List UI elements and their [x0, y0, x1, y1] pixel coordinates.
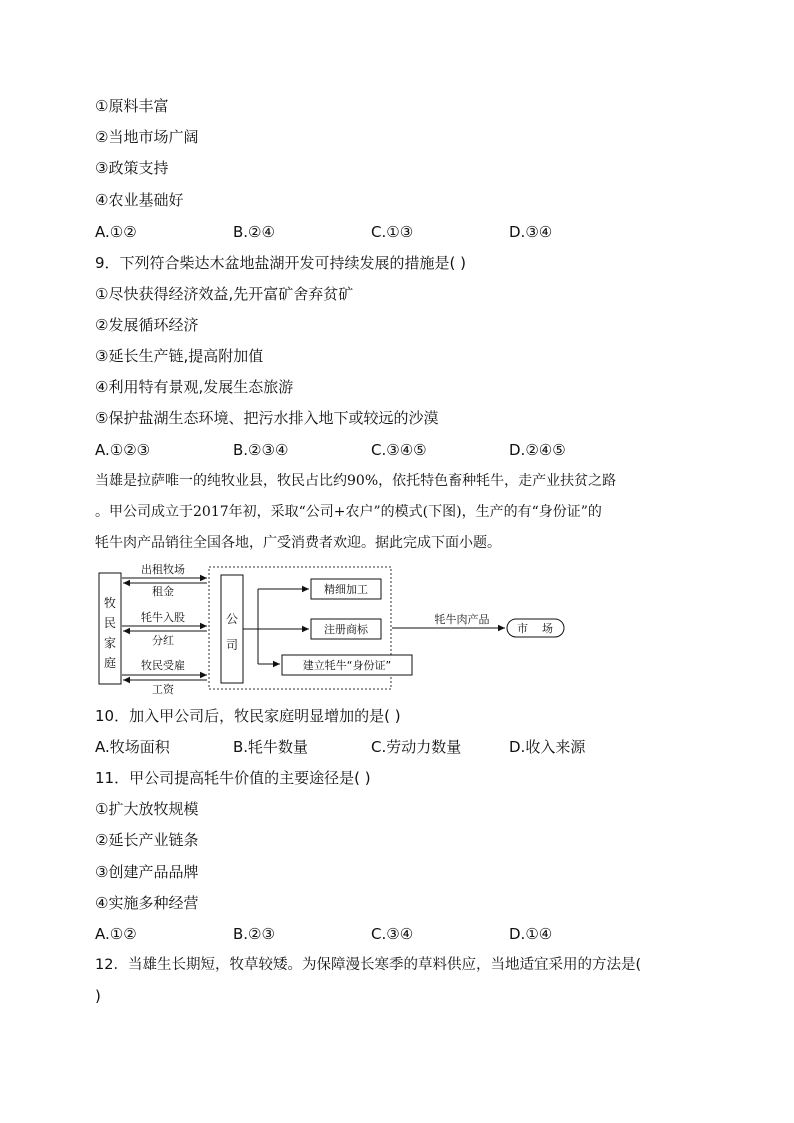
intro-line-1: 当雄是拉萨唯一的纯牧业县，牧民占比约90%，依托特色畜种牦牛，走产业扶贫之路 — [95, 473, 617, 489]
intro-line-2: 。甲公司成立于2017年初，采取“公司+农户”的模式(下图)，生产的有“身份证”的 — [95, 504, 602, 520]
q8-option-b: B.②④ — [233, 223, 275, 241]
q10-option-d: D.收入来源 — [509, 738, 586, 756]
q9-item-5: ⑤保护盐湖生态环境、把污水排入地下或较远的沙漠 — [95, 409, 439, 427]
q9-question: 9．下列符合柴达木盆地盐湖开发可持续发展的措施是( ) — [95, 254, 467, 272]
q11-option-c: C.③④ — [371, 925, 414, 943]
q11-item-3: ③创建产品品牌 — [95, 863, 199, 881]
q9-item-3: ③延长生产链,提高附加值 — [95, 347, 264, 365]
q10-option-a: A.牧场面积 — [95, 738, 170, 756]
q8-item-3: ③政策支持 — [95, 159, 169, 177]
flow-wage-label: 工资 — [152, 683, 174, 695]
q11-item-1: ①扩大放牧规模 — [95, 800, 199, 818]
q11-option-b: B.②③ — [233, 925, 275, 943]
company-farmer-diagram — [95, 563, 600, 695]
herder-char-2: 民 — [103, 616, 117, 630]
q12-question-cont: ) — [95, 987, 101, 1005]
measure-processing-label: 精细加工 — [324, 583, 368, 596]
q11-item-4: ④实施多种经营 — [95, 894, 199, 912]
company-char-2: 司 — [225, 638, 239, 652]
intro-line-3: 牦牛肉产品销往全国各地，广受消费者欢迎。据此完成下面小题。 — [95, 535, 501, 551]
q10-option-c: C.劳动力数量 — [371, 738, 462, 756]
herder-char-4: 庭 — [103, 656, 117, 670]
herder-char-3: 家 — [103, 636, 117, 650]
flow-yak-share-label: 牦牛入股 — [141, 611, 185, 624]
flow-rent-label: 租金 — [152, 585, 174, 598]
company-box — [221, 575, 243, 683]
q9-item-4: ④利用特有景观,发展生态旅游 — [95, 378, 294, 396]
q10-question: 10．加入甲公司后，牧民家庭明显增加的是( ) — [95, 707, 401, 725]
flow-dividend-label: 分红 — [152, 634, 174, 647]
q11-question: 11．甲公司提高牦牛价值的主要途径是( ) — [95, 769, 371, 787]
q8-item-2: ②当地市场广阔 — [95, 128, 199, 146]
q10-option-b: B.牦牛数量 — [233, 738, 309, 756]
q9-option-c: C.③④⑤ — [371, 441, 427, 459]
flow-rent-pasture-label: 出租牧场 — [141, 563, 185, 576]
market-label: 市 场 — [517, 622, 553, 635]
q9-option-b: B.②③④ — [233, 441, 289, 459]
q8-item-4: ④农业基础好 — [95, 191, 184, 209]
flow-employed-label: 牧民受雇 — [141, 659, 185, 672]
q9-item-2: ②发展循环经济 — [95, 316, 199, 334]
q9-option-a: A.①②③ — [95, 441, 151, 459]
q9-item-1: ①尽快获得经济效益,先开富矿舍弃贫矿 — [95, 285, 354, 303]
q11-option-d: D.①④ — [509, 925, 553, 943]
q8-option-a: A.①② — [95, 223, 137, 241]
herder-char-1: 牧 — [103, 596, 117, 610]
measure-trademark-label: 注册商标 — [324, 623, 368, 636]
q11-item-2: ②延长产业链条 — [95, 831, 199, 849]
q9-option-d: D.②④⑤ — [509, 441, 566, 459]
q8-option-c: C.①③ — [371, 223, 414, 241]
q11-option-a: A.①② — [95, 925, 137, 943]
company-char-1: 公 — [225, 612, 239, 626]
q12-question: 12．当雄生长期短，牧草较矮。为保障漫长寒季的草料供应，当地适宜采用的方法是( — [95, 957, 642, 973]
q8-item-1: ①原料丰富 — [95, 97, 169, 115]
q8-option-d: D.③④ — [509, 223, 553, 241]
product-label: 牦牛肉产品 — [434, 613, 490, 626]
measure-yak-id-label: 建立牦牛“身份证” — [302, 659, 392, 672]
